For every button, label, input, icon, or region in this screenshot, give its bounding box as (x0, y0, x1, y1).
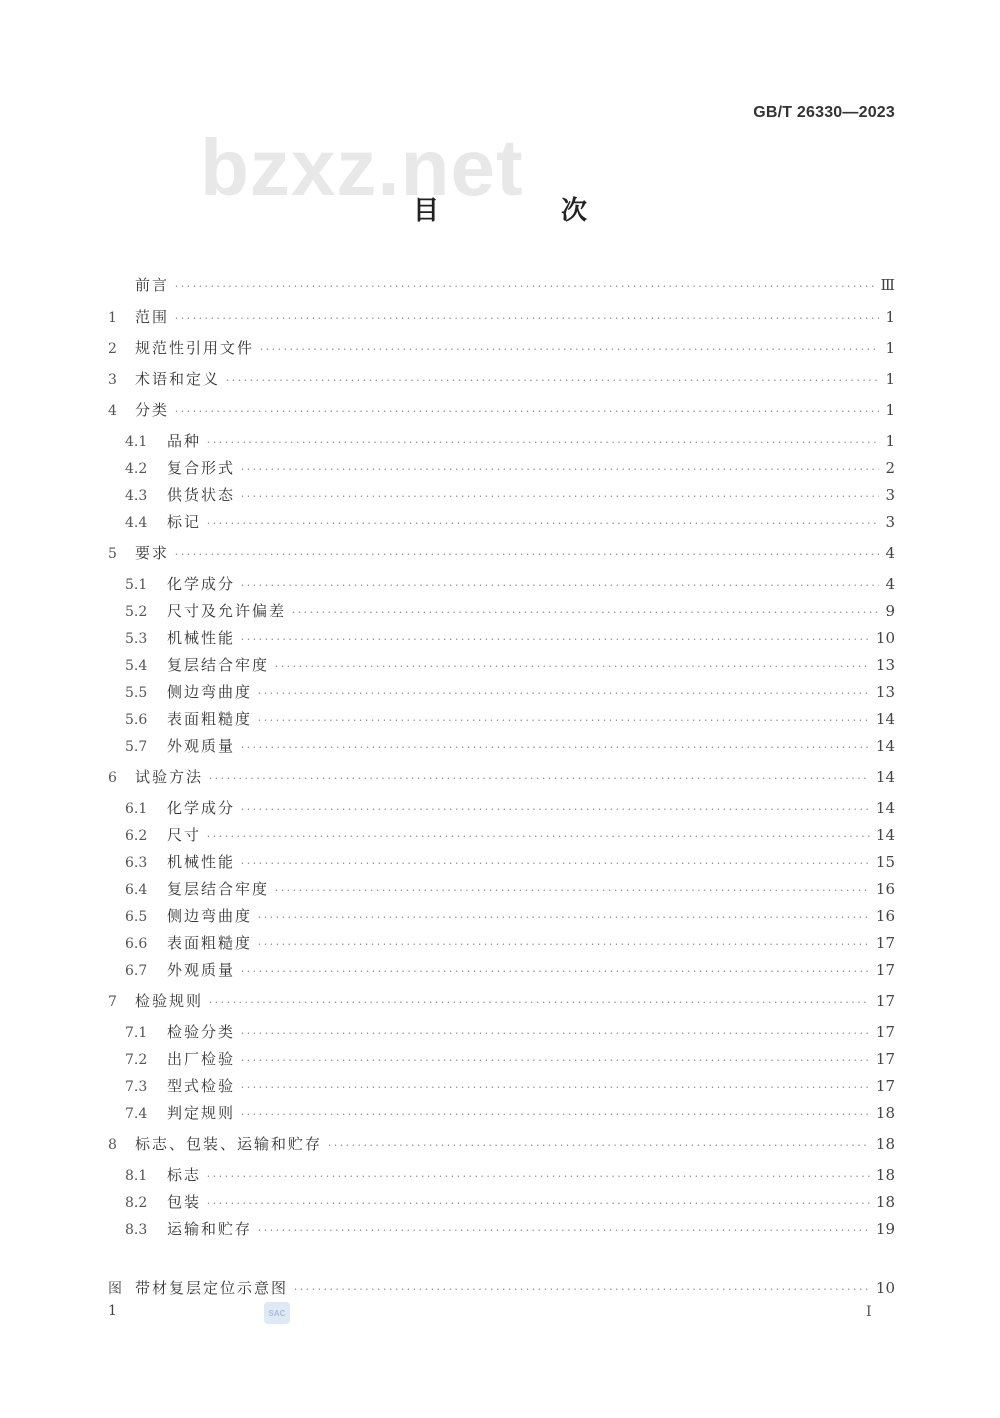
toc-entry[interactable] (108, 399, 895, 421)
toc-entry[interactable] (108, 990, 895, 1012)
toc-entry-page: 17 (875, 1077, 895, 1095)
toc-entry-label: 检验规则 (135, 992, 204, 1010)
toc-entry-number: 7.3 (125, 1079, 148, 1095)
toc-entry[interactable] (125, 1021, 895, 1043)
toc-entry-number: 5.5 (125, 685, 148, 701)
toc-entry[interactable] (125, 1218, 895, 1240)
toc-entry-page: 18 (875, 1135, 895, 1153)
toc-entry-label: 范围 (135, 308, 170, 326)
toc-entry-number: 8.2 (125, 1195, 148, 1211)
toc-entry[interactable] (108, 542, 895, 564)
toc-entry-page: 13 (875, 656, 895, 674)
toc-entry-label: 标记 (167, 513, 202, 531)
leader-dots (175, 276, 875, 298)
leader-dots (241, 575, 879, 597)
toc-entry-label: 外观质量 (167, 961, 236, 979)
leader-dots (207, 432, 879, 454)
toc-entry-number: 6 (108, 770, 117, 786)
toc-entry-page: 14 (875, 737, 895, 755)
page-number: I (866, 1304, 872, 1320)
toc-entry[interactable] (125, 1191, 895, 1213)
toc-entry[interactable] (108, 1133, 895, 1155)
toc-entry-page: 13 (875, 683, 895, 701)
toc-entry-label: 复合形式 (167, 459, 236, 477)
toc-entry-number: 5.6 (125, 712, 148, 728)
figure-entry-number: 图 1 (108, 1281, 122, 1319)
toc-entry[interactable] (125, 878, 895, 900)
toc-entry[interactable] (125, 708, 895, 730)
toc-entry[interactable] (125, 430, 895, 452)
leader-dots (207, 1166, 870, 1188)
leader-dots (175, 308, 879, 330)
toc-entry-page: 14 (875, 826, 895, 844)
toc-entry-number: 5.7 (125, 739, 148, 755)
leader-dots (241, 1104, 870, 1126)
toc-entry-label: 尺寸及允许偏差 (167, 602, 287, 620)
toc-entry-label: 表面粗糙度 (167, 934, 253, 952)
leader-dots (241, 961, 870, 983)
toc-entry-page: 17 (875, 1023, 895, 1041)
toc-entry-page: 16 (875, 880, 895, 898)
toc-entry-number: 6.1 (125, 801, 148, 817)
watermark: bzxz.net (200, 123, 524, 212)
toc-entry-page: 3 (885, 513, 895, 531)
toc-entry-label: 标志、包装、运输和贮存 (135, 1135, 323, 1153)
toc-entry-page: 18 (875, 1166, 895, 1184)
leader-dots (207, 826, 870, 848)
toc-entry[interactable] (125, 573, 895, 595)
toc-entry-label: 判定规则 (167, 1104, 236, 1122)
toc-entry-label: 化学成分 (167, 575, 236, 593)
leader-dots (209, 992, 870, 1014)
leader-dots (241, 486, 879, 508)
toc-entry[interactable] (125, 959, 895, 981)
toc-entry[interactable] (125, 932, 895, 954)
leader-dots (258, 710, 870, 732)
toc-entry-label: 表面粗糙度 (167, 710, 253, 728)
toc-entry-page: 14 (875, 768, 895, 786)
toc-entry-label: 运输和贮存 (167, 1220, 253, 1238)
toc-entry-label: 试验方法 (135, 768, 204, 786)
toc-entry[interactable] (125, 905, 895, 927)
toc-entry[interactable] (108, 274, 895, 296)
toc-entry-label: 术语和定义 (135, 370, 221, 388)
toc-entry-number: 7 (108, 994, 117, 1010)
toc-entry-number: 7.4 (125, 1106, 148, 1122)
leader-dots (275, 656, 870, 678)
toc-entry[interactable] (108, 368, 895, 390)
toc-entry-page: 18 (875, 1104, 895, 1122)
toc-entry-page: 4 (885, 544, 895, 562)
standard-code: GB/T 26330—2023 (753, 104, 895, 121)
toc-entry-number: 4.4 (125, 515, 148, 531)
toc-entry[interactable] (108, 337, 895, 359)
toc-entry-label: 尺寸 (167, 826, 202, 844)
toc-entry-number: 2 (108, 341, 117, 357)
toc-entry-number: 6.4 (125, 882, 148, 898)
toc-entry-label: 侧边弯曲度 (167, 683, 253, 701)
toc-entry-label: 要求 (135, 544, 170, 562)
toc-entry[interactable] (125, 851, 895, 873)
toc-entry-page: 1 (885, 401, 895, 419)
toc-entry-number: 7.1 (125, 1025, 148, 1041)
toc-entry-page: 17 (875, 934, 895, 952)
toc-entry-number: 5.3 (125, 631, 148, 647)
figure-entry-label: 带材复层定位示意图 (135, 1279, 289, 1297)
toc-entry[interactable] (125, 457, 895, 479)
toc-entry-number: 3 (108, 372, 117, 388)
toc-entry-page: 14 (875, 710, 895, 728)
toc-entry-number: 7.2 (125, 1052, 148, 1068)
leader-dots (260, 339, 879, 361)
toc-entry-number: 6.5 (125, 909, 148, 925)
toc-entry[interactable] (125, 824, 895, 846)
toc-entry-label: 复层结合牢度 (167, 656, 270, 674)
toc-entry-page: 1 (885, 308, 895, 326)
leader-dots (175, 401, 879, 423)
toc-entry-number: 6.7 (125, 963, 148, 979)
toc-entry[interactable] (108, 766, 895, 788)
leader-dots (292, 602, 879, 624)
toc-entry-number: 8.1 (125, 1168, 148, 1184)
toc-entry[interactable] (108, 306, 895, 328)
leader-dots (258, 683, 870, 705)
toc-entry-page: 17 (875, 992, 895, 1010)
toc-entry-number: 4.1 (125, 434, 148, 450)
leader-dots (226, 370, 879, 392)
toc-entry-label: 出厂检验 (167, 1050, 236, 1068)
toc-entry-label: 包装 (167, 1193, 202, 1211)
toc-entry-page: 15 (875, 853, 895, 871)
toc-entry-label: 侧边弯曲度 (167, 907, 253, 925)
toc-entry[interactable] (125, 627, 895, 649)
toc-entry-page: 17 (875, 1050, 895, 1068)
leader-dots (241, 737, 870, 759)
toc-entry-page: 17 (875, 961, 895, 979)
toc-entry-label: 型式检验 (167, 1077, 236, 1095)
toc-entry[interactable] (125, 600, 895, 622)
leader-dots (258, 1220, 870, 1242)
toc-entry-label: 复层结合牢度 (167, 880, 270, 898)
toc-entry-page: 16 (875, 907, 895, 925)
page-title: 目 次 (412, 196, 635, 226)
toc-entry-page: 9 (885, 602, 895, 620)
toc-entry-number: 5.4 (125, 658, 148, 674)
leader-dots (275, 880, 870, 902)
leader-dots (241, 459, 879, 481)
toc-entry-label: 化学成分 (167, 799, 236, 817)
toc-entry-label: 外观质量 (167, 737, 236, 755)
toc-entry-number: 4 (108, 403, 117, 419)
toc-entry-label: 机械性能 (167, 853, 236, 871)
toc-entry-page: 1 (885, 370, 895, 388)
toc-entry-page: 10 (875, 629, 895, 647)
sac-stamp-icon: SAC (264, 1302, 290, 1324)
toc-entry-label: 供货状态 (167, 486, 236, 504)
toc-entry[interactable] (125, 797, 895, 819)
leader-dots (241, 629, 870, 651)
toc-entry[interactable] (125, 735, 895, 757)
leader-dots (207, 1193, 870, 1215)
toc-entry-number: 8.3 (125, 1222, 148, 1238)
toc-entry-number: 5 (108, 546, 117, 562)
toc-entry-page: 4 (885, 575, 895, 593)
toc-entry-number: 4.3 (125, 488, 148, 504)
toc-entry-label: 品种 (167, 432, 202, 450)
toc-entry-page: 18 (875, 1193, 895, 1211)
figure-entry-page: 10 (875, 1279, 895, 1297)
toc-entry-number: 6.6 (125, 936, 148, 952)
toc-entry-label: 前言 (135, 276, 170, 294)
toc-entry[interactable] (125, 1048, 895, 1070)
toc-entry[interactable] (125, 1164, 895, 1186)
toc-entry[interactable] (125, 484, 895, 506)
toc-entry-page: Ⅲ (880, 276, 895, 294)
toc-entry-label: 分类 (135, 401, 170, 419)
toc-entry-label: 机械性能 (167, 629, 236, 647)
toc-entry-number: 6.2 (125, 828, 148, 844)
toc-entry-label: 规范性引用文件 (135, 339, 255, 357)
leader-dots (294, 1279, 870, 1301)
toc-entry-number: 4.2 (125, 461, 148, 477)
leader-dots (175, 544, 879, 566)
leader-dots (241, 853, 870, 875)
toc-entry-page: 1 (885, 339, 895, 357)
toc-entry-label: 标志 (167, 1166, 202, 1184)
toc-entry-number: 1 (108, 310, 117, 326)
leader-dots (241, 1023, 870, 1045)
toc-entry-number: 6.3 (125, 855, 148, 871)
toc-entry[interactable] (125, 681, 895, 703)
toc-entry-number: 5.1 (125, 577, 148, 593)
toc-entry[interactable] (125, 654, 895, 676)
leader-dots (241, 1077, 870, 1099)
toc-entry-page: 3 (885, 486, 895, 504)
leader-dots (328, 1135, 870, 1157)
leader-dots (241, 1050, 870, 1072)
toc-entry-page: 1 (885, 432, 895, 450)
toc-entry-page: 14 (875, 799, 895, 817)
toc-entry[interactable] (125, 1102, 895, 1124)
toc-entry[interactable] (125, 1075, 895, 1097)
toc-entry[interactable] (125, 511, 895, 533)
leader-dots (258, 934, 870, 956)
leader-dots (209, 768, 870, 790)
toc-entry-number: 5.2 (125, 604, 148, 620)
leader-dots (258, 907, 870, 929)
leader-dots (207, 513, 879, 535)
toc-entry-page: 19 (875, 1220, 895, 1238)
toc-entry-number: 8 (108, 1137, 117, 1153)
toc-entry-label: 检验分类 (167, 1023, 236, 1041)
toc-entry-page: 2 (885, 459, 895, 477)
leader-dots (241, 799, 870, 821)
